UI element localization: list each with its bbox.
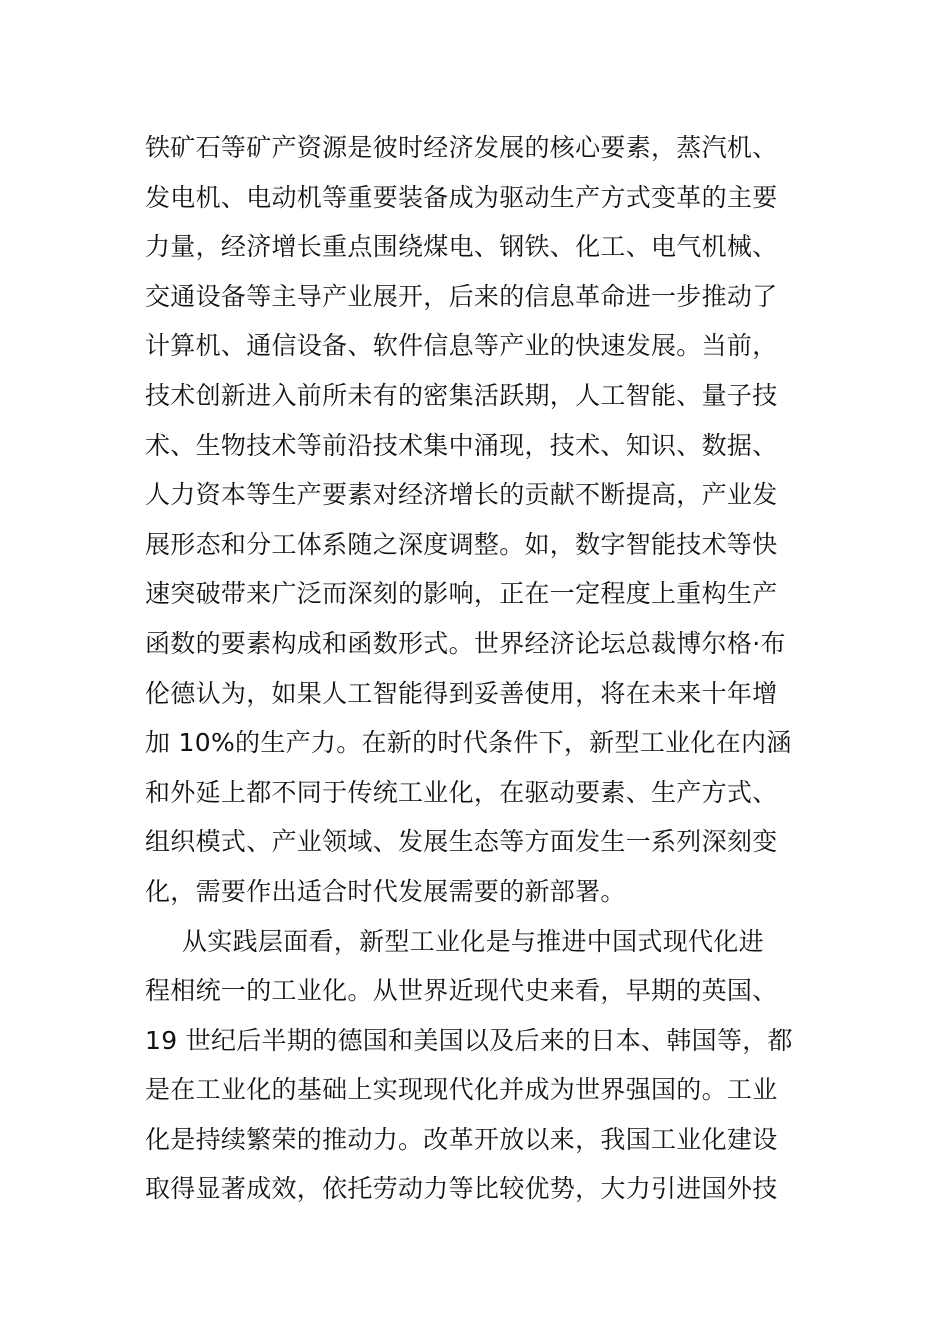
body-text (145, 128, 825, 1219)
text-line: 函数的要素构成和函数形式。世界经济论坛总裁博尔格·布 (145, 628, 786, 658)
text-line: 程相统一的工业化。从世界近现代史来看，早期的英国、 (145, 976, 778, 1006)
text-line: 化是持续繁荣的推动力。改革开放以来，我国工业化建设 (145, 1124, 778, 1154)
text-line: 化，需要作出适合时代发展需要的新部署。 (145, 876, 626, 906)
paragraph-2 (145, 922, 825, 1220)
text-line: 计算机、通信设备、软件信息等产业的快速发展。当前， (145, 331, 778, 361)
text-line: 术、生物技术等前沿技术集中涌现，技术、知识、数据、 (145, 430, 778, 460)
text-line: 铁矿石等矿产资源是彼时经济发展的核心要素，蒸汽机、 (145, 133, 778, 162)
paragraph-1 (145, 128, 825, 922)
text-line: 技术创新进入前所未有的密集活跃期，人工智能、量子技 (145, 380, 778, 410)
text-line: 和外延上都不同于传统工业化，在驱动要素、生产方式、 (145, 777, 778, 807)
text-line: 加 10%的生产力。在新的时代条件下，新型工业化在内涵 (145, 728, 792, 758)
text-line: 交通设备等主导产业展开，后来的信息革命进一步推动了 (145, 281, 778, 311)
text-line: 力量，经济增长重点围绕煤电、钢铁、化工、电气机械、 (145, 232, 778, 262)
text-line: 是在工业化的基础上实现现代化并成为世界强国的。工业 (145, 1075, 778, 1105)
text-line: 组织模式、产业领域、发展生态等方面发生一系列深刻变 (145, 827, 778, 857)
text-line: 取得显著成效，依托劳动力等比较优势，大力引进国外技 (145, 1174, 778, 1204)
text-line: 速突破带来广泛而深刻的影响，正在一定程度上重构生产 (145, 579, 778, 609)
text-line: 19 世纪后半期的德国和美国以及后来的日本、韩国等，都 (145, 1025, 793, 1055)
text-line: 发电机、电动机等重要装备成为驱动生产方式变革的主要 (145, 182, 778, 212)
text-line: 从实践层面看，新型工业化是与推进中国式现代化进 (182, 926, 764, 956)
text-line: 人力资本等生产要素对经济增长的贡献不断提高，产业发 (145, 480, 778, 510)
text-line: 伦德认为，如果人工智能得到妥善使用，将在未来十年增 (145, 678, 778, 708)
text-line: 展形态和分工体系随之深度调整。如，数字智能技术等快 (145, 529, 778, 559)
